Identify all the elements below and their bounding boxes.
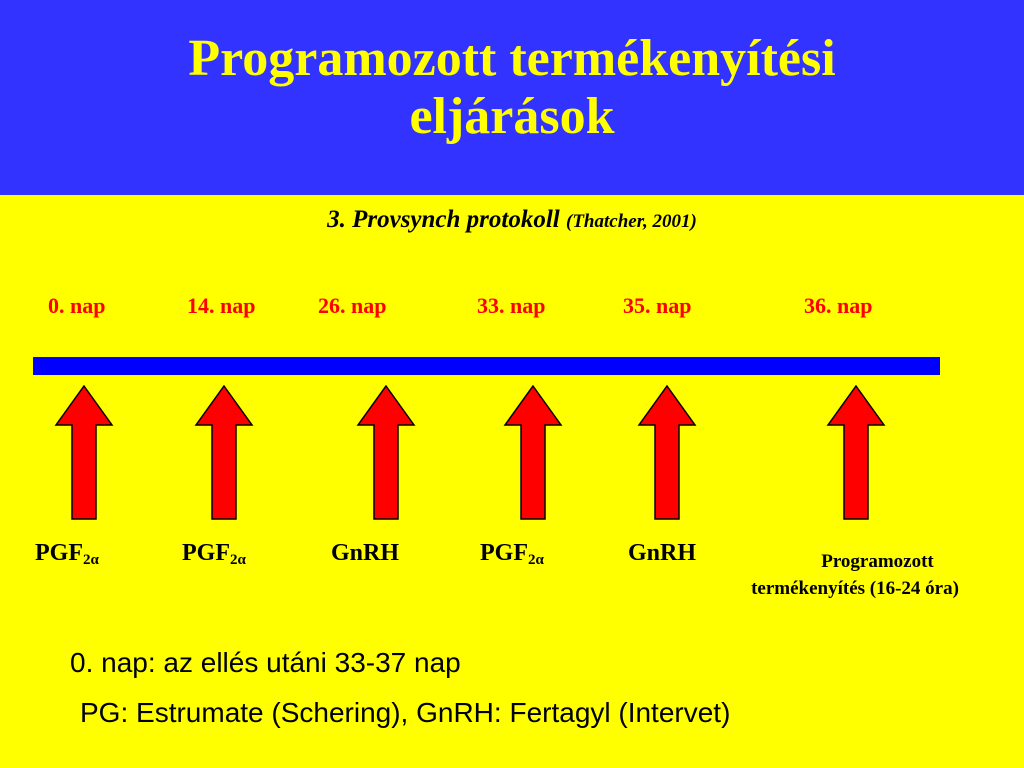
day-label-35: 35. nap: [623, 293, 692, 318]
up-arrow-icon: [503, 385, 563, 520]
note-products: PG: Estrumate (Schering), GnRH: Fertagyl (Intervet): [80, 697, 731, 728]
final-step-label: [700, 548, 1010, 602]
title-line-1: Programozott termékenyítési: [188, 30, 836, 87]
note-day-zero: 0. nap: az ellés utáni 33-37 nap: [70, 647, 461, 678]
up-arrow-icon: [826, 385, 886, 520]
timeline-bar: [33, 357, 940, 375]
protocol-citation: (Thatcher, 2001): [566, 211, 697, 232]
protocol-subtitle: [0, 206, 1024, 234]
up-arrow-icon: [54, 385, 114, 520]
treatment-name: PGF: [35, 540, 83, 566]
slide-title: [0, 30, 1024, 146]
treatment-label: [331, 540, 399, 567]
final-step-line-1: Programozott: [821, 551, 934, 572]
treatment-label: [182, 540, 246, 569]
day-label-36: 36. nap: [804, 293, 873, 318]
day-label-14: 14. nap: [187, 293, 256, 318]
treatment-name: GnRH: [628, 540, 697, 566]
up-arrow-icon: [356, 385, 416, 520]
final-step-line-2: termékenyítés (16-24 óra): [751, 578, 959, 599]
day-label-26: 26. nap: [318, 293, 387, 318]
up-arrow-icon: [194, 385, 254, 520]
title-line-2: eljárások: [409, 88, 615, 145]
treatment-name: PGF: [480, 540, 528, 566]
treatment-label: [628, 540, 696, 567]
treatment-subscript: 2α: [230, 552, 246, 568]
treatment-label: [35, 540, 99, 569]
day-label-33: 33. nap: [477, 293, 546, 318]
day-label-0: 0. nap: [48, 293, 106, 318]
treatment-subscript: 2α: [83, 552, 99, 568]
treatment-name: GnRH: [331, 540, 400, 566]
protocol-name: 3. Provsynch protokoll: [327, 206, 560, 233]
treatment-name: PGF: [182, 540, 230, 566]
up-arrow-icon: [637, 385, 697, 520]
treatment-label: [480, 540, 544, 569]
treatment-subscript: 2α: [528, 552, 544, 568]
